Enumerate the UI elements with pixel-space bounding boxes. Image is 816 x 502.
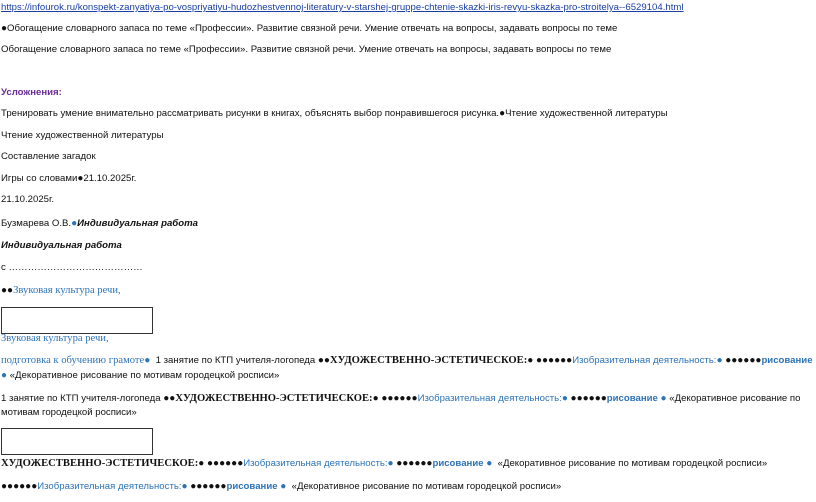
text-span: Чтение художественной литературы xyxy=(505,108,668,119)
bullet-icon: ● xyxy=(280,481,287,492)
text-line xyxy=(1,173,136,185)
text-span: 21.10.2025г. xyxy=(83,173,137,184)
bullet-icon: ● xyxy=(77,173,84,184)
bullet-icon: ● xyxy=(1,23,8,34)
bullet-icon: ● xyxy=(527,355,534,366)
text-span: рисование xyxy=(226,481,278,492)
text-line xyxy=(1,355,813,367)
text-span: Изобразительная деятельность: xyxy=(243,458,388,469)
text-line xyxy=(1,458,767,470)
text-span: Обогащение словарного запаса по теме «Профессии». Развитие связной речи. Умение отвечать на вопросы, задавать вопросы по теме xyxy=(7,23,618,34)
text-span: подготовка к обучению грамоте xyxy=(1,355,145,366)
bullet-icon: ● xyxy=(372,393,379,404)
text-span: Индивидуальная работа xyxy=(77,218,198,229)
text-span: Звуковая культура речи, xyxy=(13,285,121,296)
text-span: рисование xyxy=(761,355,813,366)
bullet-icon: ● xyxy=(181,481,188,492)
text-span: «Декоративное рисование по мотивам городецкой росписи» xyxy=(497,458,768,469)
text-line: Составление загадок xyxy=(1,151,96,162)
text-span: Тренировать умение внимательно рассматривать рисунки в книгах, объяснять выбор понравившегося рисунка. xyxy=(1,108,500,119)
bullet-icon: ●● xyxy=(163,393,176,404)
bullet-icon: ● xyxy=(660,393,667,404)
text-line: Обогащение словарного запаса по теме «Профессии». Развитие связной речи. Умение отвечать на вопросы, задавать вопросы по теме xyxy=(1,44,612,55)
section-heading: Усложнения: xyxy=(1,87,62,98)
text-line: 21.10.2025г. xyxy=(1,194,55,205)
bullet-icon: ● xyxy=(1,370,8,381)
text-line: Звуковая культура речи, xyxy=(1,333,109,344)
bullet-icon: ●●●●●● xyxy=(190,481,227,492)
bullet-icon: ● xyxy=(561,393,568,404)
bullet-icon: ● xyxy=(198,458,205,469)
text-line xyxy=(1,393,800,405)
text-line: Чтение художественной литературы xyxy=(1,130,164,141)
source-link[interactable]: https://infourok.ru/konspekt-zanyatiya-po-vospriyatiyu-hudozhestvennoj-literatury-v-starshej-gruppe-chtenie-skazki-iris-revyu-skazka-pro-stroitelya--6529104.html xyxy=(1,2,684,13)
text-line xyxy=(1,370,279,382)
text-span: Изобразительная деятельность: xyxy=(572,355,717,366)
text-span: рисование xyxy=(432,458,484,469)
text-line xyxy=(1,218,198,230)
empty-box xyxy=(1,428,153,455)
bullet-icon: ●● xyxy=(1,285,14,296)
bullet-icon: ● xyxy=(144,355,151,366)
text-line xyxy=(1,481,561,493)
text-span: «Декоративное рисование по xyxy=(669,393,801,404)
text-span: 1 занятие по КТП учителя-логопеда xyxy=(155,355,318,366)
text-span: Игры со словами xyxy=(1,173,78,184)
text-span: Изобразительная деятельность: xyxy=(417,393,562,404)
text-span: ХУДОЖЕСТВЕННО-ЭСТЕТИЧЕСКОЕ: xyxy=(175,393,373,404)
bullet-icon: ●●●●●● xyxy=(381,393,418,404)
empty-box xyxy=(1,307,153,334)
bullet-icon: ● xyxy=(486,458,493,469)
text-line: с …………………………………… xyxy=(1,262,143,273)
bullet-icon: ● xyxy=(71,218,78,229)
bullet-icon: ● xyxy=(499,108,506,119)
bullet-icon: ●●●●●● xyxy=(1,481,38,492)
text-line xyxy=(1,23,617,35)
bullet-icon: ●●●●●● xyxy=(570,393,607,404)
text-span: Бузмарева О.В. xyxy=(1,218,72,229)
bullet-icon: ●●●●●● xyxy=(207,458,244,469)
bullet-icon: ● xyxy=(387,458,394,469)
text-span: ХУДОЖЕСТВЕННО-ЭСТЕТИЧЕСКОЕ: xyxy=(329,355,528,366)
bullet-icon: ● xyxy=(716,355,723,366)
text-line: мотивам городецкой росписи» xyxy=(1,407,137,418)
bullet-icon: ●●●●●● xyxy=(535,355,573,366)
text-line xyxy=(1,108,668,120)
text-span: 1 занятие по КТП учителя-логопеда xyxy=(1,393,164,404)
text-span: «Декоративное рисование по мотивам городецкой росписи» xyxy=(9,370,280,381)
text-line xyxy=(1,285,121,297)
bullet-icon: ●●●●●● xyxy=(396,458,433,469)
bullet-icon: ●● xyxy=(317,355,330,366)
text-line: Индивидуальная работа xyxy=(1,240,122,251)
text-span: «Декоративное рисование по мотивам городецкой росписи» xyxy=(291,481,562,492)
text-span: ХУДОЖЕСТВЕННО-ЭСТЕТИЧЕСКОЕ: xyxy=(1,458,199,469)
text-span: рисование xyxy=(606,393,658,404)
bullet-icon: ●●●●●● xyxy=(725,355,762,366)
text-span: Изобразительная деятельность: xyxy=(37,481,182,492)
